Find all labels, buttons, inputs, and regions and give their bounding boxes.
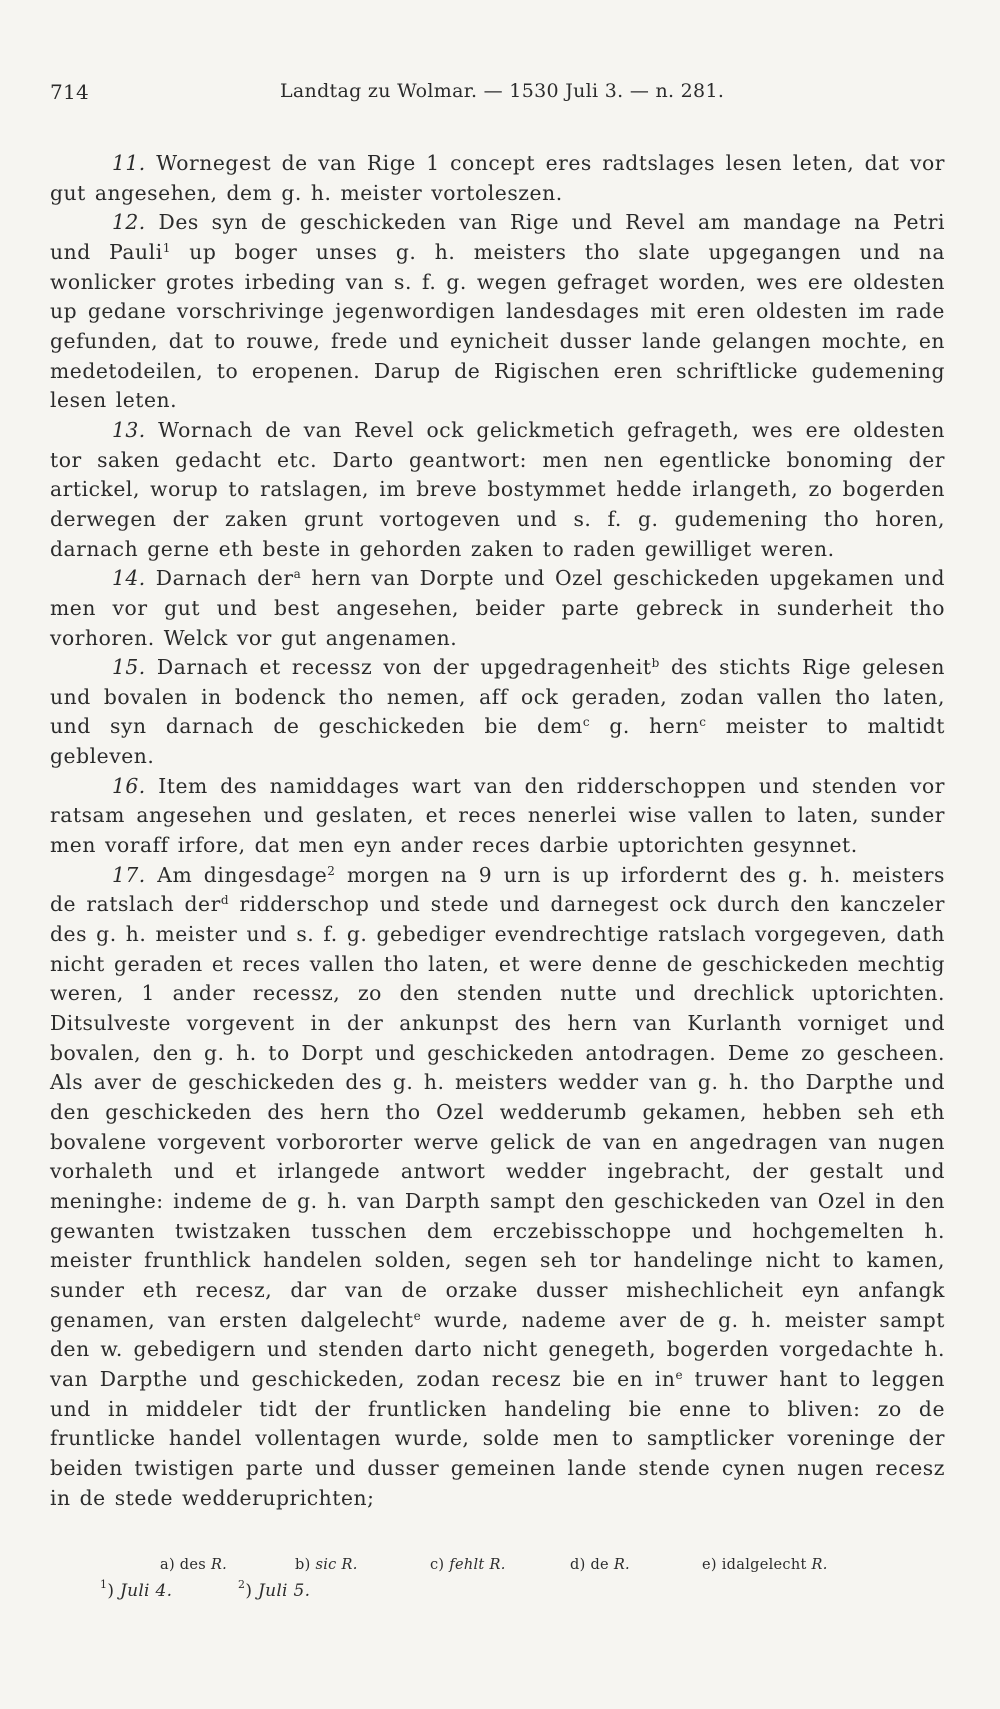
footnote-marker: e (413, 1308, 422, 1323)
footnote-text: Juli 5. (257, 1581, 311, 1602)
paragraph-text: hern van Dorpte und Ozel geschickeden upgekamen und men vor gut und best angesehen, beider parte gebreck in sunderheit tho vorhoren. Welck vor gut angenamen. (50, 566, 945, 650)
footnote-marker: 1 (162, 240, 171, 255)
footnote-source: R. (210, 1557, 228, 1574)
footnote-number: 1 (100, 1578, 108, 1592)
body-text (50, 149, 945, 1513)
paragraph-text: g. hern (590, 714, 700, 739)
paragraph-number: 14. (112, 566, 146, 591)
footnote-italic: sic (315, 1557, 337, 1574)
footnote-marker: c (582, 715, 591, 730)
footnote-marker: d (220, 893, 230, 908)
number-footnote: $^1$) Juli 4. (100, 1578, 173, 1602)
footnotes (50, 1557, 945, 1601)
paragraph-number: 16. (112, 773, 146, 798)
letter-footnotes (50, 1557, 945, 1573)
paragraph-text: des stichts Rige gelesen und bovalen in bodenck tho nemen, aff ock geraden, zodan vallen tho laten, und syn darnach de geschickeden bie dem (50, 655, 945, 739)
footnote-source: R. (811, 1557, 828, 1574)
footnote-source: R. (341, 1557, 358, 1574)
footnote-italic: fehlt (449, 1557, 485, 1574)
letter-footnote (570, 1557, 702, 1573)
paragraph-text: up boger unses g. h. meisters tho slate upgegangen und na wonlicker grotes irbeding van s. f. g. wegen gefraget worden, wes ere oldesten up gedane vorschrivinge jegenwordigen landesdages mit eren oldesten im rade gefunden, dat to rouwe, frede und eynicheit dusser lande gelangen mochte, en medetodeilen, to eropenen. Darup de Rigischen eren schriftlicke gudemening lesen leten. (50, 239, 945, 413)
letter-footnote (430, 1557, 570, 1573)
paragraph (50, 653, 945, 772)
paragraph-text: Des syn de geschickeden van Rige und Revel am mandage na Petri und Pauli (50, 210, 946, 264)
paragraph-text: morgen na 9 urn is up irfordernt des g. h. meisters de ratslach der (50, 862, 946, 917)
paragraph-number: 13. (112, 417, 146, 442)
footnote-marker: a (293, 567, 302, 582)
page (50, 70, 945, 1601)
paragraph-text: wurde, nademe aver de g. h. meister sampt den w. gebedigern und stenden darto nicht genegeth, bogerden vorgedachte h. van Darpthe und geschickeden, zodan recesz bie en in (50, 1307, 945, 1391)
running-head (50, 70, 945, 106)
paragraph-text: ridderschop und stede und darnegest ock durch den kanczeler des g. h. meister und s. f. g. gebediger evendrechtige ratslach vorgegeven, dath nicht geraden et reces vallen tho laten, et were denne de geschickeden mechtig weren, 1 ander recessz, zo den stenden nutte und drechlick uptorichten. Ditsulveste vorgevent in der ankunpst des hern van Kurlanth vorniget und bovalen, den g. h. to Dorpt und geschickeden antodragen. Deme zo gescheen. Als aver de geschickeden des g. h. meisters wedder van g. h. tho Darpthe und den geschickeden des hern tho Ozel wedderumb gekamen, hebben seh eth bovalene vorgevent vorbororter werve gelick de van en angedragen van nugen vorhaleth und et irlangede antwort wedder ingebracht, der gestalt und meninghe: indeme de g. h. van Darpth sampt den geschickeden van Ozel in den gewanten twistzaken tusschen dem erczebisschoppe und hochgemelten h. meister frunthlick handelen solden, segen seh tor handelinge nicht to kamen, sunder eth recesz, dar van de orzake dusser mishechlicheit eyn anfangk genamen, van ersten dalgelecht (50, 892, 946, 1332)
number-footnote: $^2$) Juli 5. (238, 1578, 311, 1602)
paragraph (50, 149, 945, 208)
paragraph-text: Wornach de van Revel ock gelickmetich gefrageth, wes ere oldesten tor saken gedacht etc. Darto geantwort: men nen egentlicke bonoming der artickel, worup to ratslagen, im breve bostymmet hedde irlangeth, zo bogerden derwegen der zaken grunt vortogeven und s. f. g. gudemening tho horen, darnach gerne eth beste in gehorden zaken to raden gewilliget weren. (50, 417, 945, 561)
paragraph (50, 772, 945, 861)
paragraph (50, 564, 945, 653)
paragraph (50, 416, 945, 564)
paragraph-text: Darnach der (155, 566, 294, 591)
footnote-source: R. (489, 1557, 506, 1574)
footnote-marker: 2 (327, 863, 336, 878)
paragraph-number: 11. (112, 151, 146, 175)
footnote-label: d) de (570, 1557, 609, 1574)
footnote-marker: b (651, 656, 660, 671)
footnote-label: b) (295, 1557, 311, 1574)
paragraph (50, 861, 945, 1513)
paragraph-text: truwer hant to leggen und in middeler tidt der fruntlicken handeling bie enne to bliven: zo de fruntlicke handel vollentagen wurde, solde men to samptlicker voreninge der beiden twistigen parte und dusser gemeinen lande stende cynen nugen recesz in de stede wedderuprichten; (50, 1366, 945, 1510)
paragraph-text: Item des namiddages wart van den ridderschoppen und stenden vor ratsam angesehen und geslaten, et reces nenerlei wise vallen to laten, sunder men voraff irfore, dat men eyn ander reces darbie uptorichten gesynnet. (50, 773, 946, 858)
footnote-label: a) des (160, 1557, 207, 1574)
paragraph-text: Am dingesdage (157, 862, 328, 887)
page-number: 714 (50, 80, 90, 104)
paragraph-number: 17. (112, 862, 146, 887)
footnote-marker: c (699, 715, 707, 730)
paragraph-text: Darnach et recessz von der upgedragenheit (156, 655, 652, 680)
paragraph-number: 12. (112, 210, 146, 235)
paragraph-text: meister to maltidt gebleven. (50, 714, 945, 769)
letter-footnote (702, 1557, 837, 1573)
letter-footnote (160, 1557, 295, 1573)
paragraph (50, 208, 945, 416)
running-head-title: Landtag zu Wolmar. — 1530 Juli 3. — n. 281. (280, 80, 725, 102)
letter-footnote (295, 1557, 430, 1573)
footnote-marker: e (675, 1367, 684, 1382)
number-footnotes (50, 1578, 945, 1602)
footnote-text: Juli 4. (119, 1581, 173, 1602)
paragraph-number: 15. (112, 655, 146, 680)
paragraph-text: Wornegest de van Rige 1 concept eres radtslages lesen leten, dat vor gut angesehen, dem g. h. meister vortoleszen. (50, 151, 945, 205)
footnote-label: e) idalgelecht (702, 1557, 807, 1574)
footnote-label: c) (430, 1557, 445, 1574)
footnote-source: R. (613, 1557, 630, 1574)
footnote-number: 2 (238, 1578, 246, 1592)
